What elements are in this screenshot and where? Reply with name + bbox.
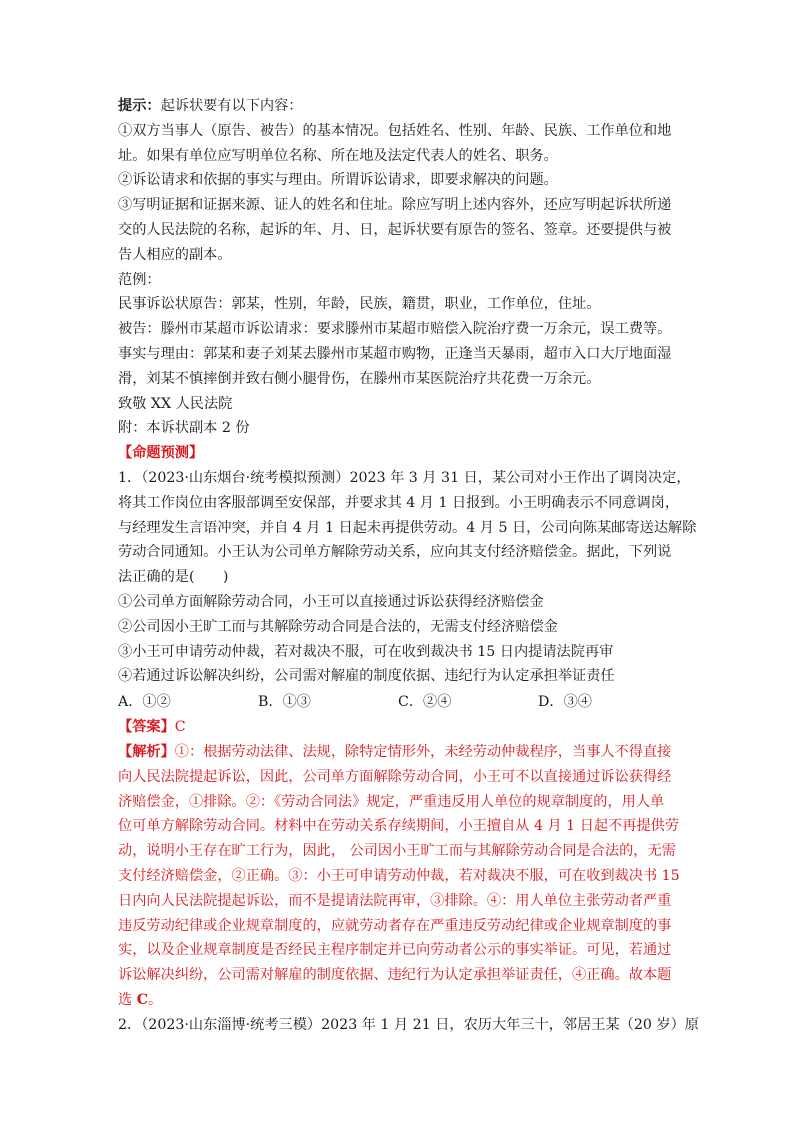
option-b: B．①③ [258,694,311,711]
analysis-line: 违反劳动纪律或企业规章制度的，应就劳动者存在严重违反劳动纪律或企业规章制度的事 [118,917,672,934]
hint-line: ③写明证据和证据来源、证人的姓名和住址。除应写明上述内容外，还应写明起诉状所递 [118,197,672,214]
example-line: 被告：滕州市某超市诉讼请求：要求滕州市某超市赔偿入院治疗费一万余元，误工费等。 [118,321,672,338]
answer-line [118,715,684,740]
example-line: 致敬 XX 人民法院 [118,395,233,412]
question-stem-line: 将其工作岗位由客服部调至安保部，并要求其 4 月 1 日报到。小王明确表示不同意调岗， [118,494,680,511]
question-statement: ②公司因小王旷工而与其解除劳动合同是合法的，无需支付经济赔偿金 [118,618,558,635]
analysis-line: 实，以及企业规章制度是否经民主程序制定并已向劳动者公示的事实举证。可见，若通过 [118,942,672,959]
section-title: 【命题预测】 [118,445,204,462]
option-c: C．②④ [398,694,452,711]
option-a: A．①② [118,694,171,711]
example-line: 范例： [118,271,161,288]
question-statement: ④若通过诉讼解决纠纷，公司需对解雇的制度依据、违纪行为认定承担举证责任 [118,668,615,685]
analysis-line: 动，说明小王存在旷工行为，因此， 公司因小王旷工而与其解除劳动合同是合法的，无需 [118,843,676,860]
example-line: 附：本诉状副本 2 份 [118,420,250,437]
example-line: 滑，刘某不慎摔倒并致右侧小腿骨伤，在滕州市某医院治疗共花费一万余元。 [118,370,601,387]
question-stem-line: 与经理发生言语冲突，并自 4 月 1 日起未再提供劳动。4 月 5 日，公司向陈某邮寄送达解除 [118,519,697,536]
analysis-line: 日内向人民法院提起诉讼，而不是提请法院再审，③排除。④：用人单位主张劳动者严重 [118,892,672,909]
analysis-text: ①：根据劳动法律、法规，除特定情形外，未经劳动仲裁程序，当事人不得直接 [174,743,672,760]
question-2-stem-line: 2．（2023·山东淄博·统考三模）2023 年 1 月 21 日，农历大年三十，邻居王某（20 岁）原 [118,1016,699,1033]
analysis-block [118,740,684,1013]
analysis-last-prefix: 选 [118,991,137,1008]
example-line: 事实与理由：郭某和妻子刘某去滕州市某超市购物，正逢当天暴雨，超市入口大厅地面湿 [118,345,672,362]
hint-heading [118,94,684,119]
document-page [118,94,699,1037]
question-stem-line: 法正确的是( ) [118,569,229,586]
hint-line: 址。如果有单位应写明单位名称、所在地及法定代表人的姓名、职务。 [118,147,558,164]
analysis-line [118,740,684,765]
analysis-last-line [118,988,684,1013]
question-stem-line: 1．（2023·山东烟台·统考模拟预测）2023 年 3 月 31 日，某公司对小王作出了调岗决定， [118,469,691,486]
hint-first: 起诉状要有以下内容： [160,98,303,114]
analysis-line: 位可单方解除劳动合同。材料中在劳动关系存续期间，小王擅自从 4 月 1 日起不再提供劳 [118,818,680,835]
question-statement: ③小王可申请劳动仲裁，若对裁决不服，可在收到裁决书 15 日内提请法院再审 [118,643,614,660]
analysis-last-answer: C [136,991,148,1008]
analysis-line: 济赔偿金，①排除。②：《劳动合同法》规定，严重违反用人单位的规章制度的，用人单 [118,793,665,810]
analysis-label: 【解析】 [118,743,175,760]
analysis-line: 向人民法院提起诉讼，因此，公司单方面解除劳动合同，小王可不以直接通过诉讼获得经 [118,768,672,785]
analysis-last-suffix: 。 [148,991,163,1008]
hint-line: 告人相应的副本。 [118,246,232,263]
answer-value: C [174,719,186,736]
analysis-line: 支付经济赔偿金，②正确。③：小王可申请劳动仲裁，若对裁决不服，可在收到裁决书 15 [118,867,680,884]
hint-line: ②诉讼请求和依据的事实与理由。所谓诉讼请求，即要求解决的问题。 [118,172,558,189]
question-statement: ①公司单方面解除劳动合同，小王可以直接通过诉讼获得经济赔偿金 [118,593,544,610]
analysis-line: 诉讼解决纠纷，公司需对解雇的制度依据、违纪行为认定承担举证责任，④正确。故本题 [118,967,672,984]
hint-line: 交的人民法院的名称，起诉的年、月、日，起诉状要有原告的签名、签章。还要提供与被 [118,221,672,238]
question-stem-line: 劳动合同通知。小王认为公司单方解除劳动关系，应向其支付经济赔偿金。据此，下列说 [118,544,672,561]
answer-label: 【答案】 [118,719,175,736]
hint-label: 提示： [118,98,161,114]
hint-line: ①双方当事人（原告、被告）的基本情况。包括姓名、性别、年龄、民族、工作单位和地 [118,122,672,139]
option-d: D．③④ [538,694,592,711]
example-line: 民事诉讼状原告：郭某，性别，年龄，民族，籍贯，职业，工作单位，住址。 [118,296,601,313]
answer-options [118,689,684,715]
